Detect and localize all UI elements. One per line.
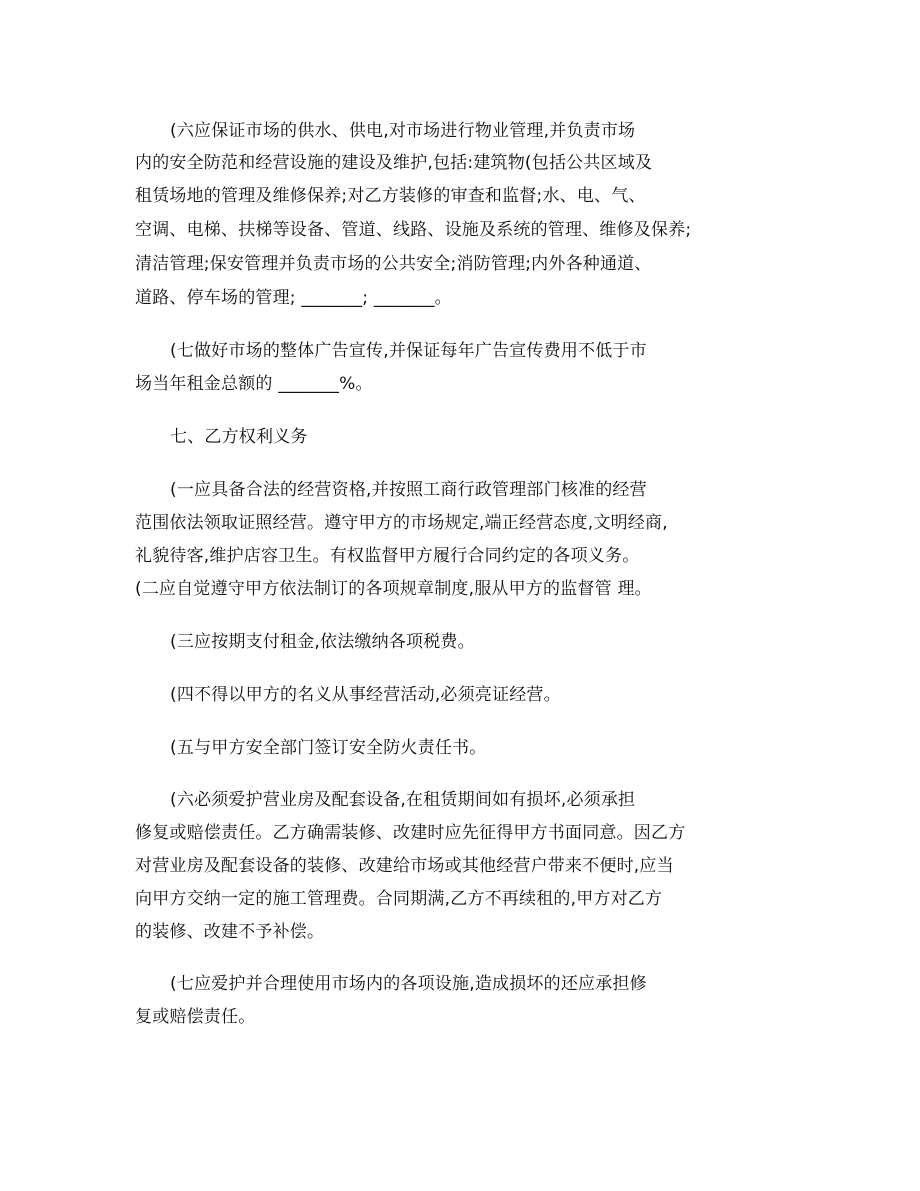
text-line: 向甲方交纳一定的施工管理费。合同期满,乙方不再续租的,甲方对乙方	[135, 889, 663, 909]
text-line: (二应自觉遵守甲方依法制订的各项规章制度,服从甲方的监督管 理。	[135, 579, 652, 599]
text-line: 复或赔偿责任。	[135, 1007, 256, 1027]
section-title: 七、乙方权利义务	[170, 427, 308, 447]
text-line: (三应按期支付租金,依法缴纳各项税费。	[170, 632, 475, 652]
text-line: (七应爱护并合理使用市场内的各项设施,造成损坏的还应承担修	[170, 974, 647, 994]
text-line: 内的安全防范和经营设施的建设及维护,包括:建筑物(包括公共区域及	[135, 153, 653, 173]
text-line: (六应保证市场的供水、供电,对市场进行物业管理,并负责市场	[170, 121, 636, 141]
text-line: 空调、电梯、扶梯等设备、管道、线路、设施及系统的管理、维修及保养;	[135, 220, 692, 240]
text-line: 租赁场地的管理及维修保养;对乙方装修的审查和监督;水、电、气、	[135, 186, 646, 206]
text-line: 清洁管理;保安管理并负责市场的公共安全;消防管理;内外各种通道、	[135, 254, 652, 274]
text-line: 对营业房及配套设备的装修、改建给市场或其他经营户带来不便时,应当	[135, 856, 674, 876]
text-line: 范围依法领取证照经营。遵守甲方的市场规定,端正经营态度,文明经商,	[135, 513, 668, 533]
text-line: 修复或赔偿责任。乙方确需装修、改建时应先征得甲方书面同意。因乙方	[135, 823, 686, 843]
text-line: (七做好市场的整体广告宣传,并保证每年广告宣传费用不低于市	[170, 341, 647, 361]
text-line: (六必须爱护营业房及配套设备,在租赁期间如有损坏,必须承担	[170, 790, 636, 810]
text-line: (五与甲方安全部门签订安全防火责任书。	[170, 738, 487, 758]
text-line: 道路、停车场的管理; _______; _______。	[135, 288, 452, 308]
text-line: 礼貌待客,维护店容卫生。有权监督甲方履行合同约定的各项义务。	[135, 546, 640, 566]
text-line: (四不得以甲方的名义从事经营活动,必须亮证经营。	[170, 685, 561, 705]
text-line: 的装修、改建不予补偿。	[135, 922, 325, 942]
text-line: (一应具备合法的经营资格,并按照工商行政管理部门核准的经营	[170, 480, 647, 500]
text-line: 场当年租金总额的 _______%。	[135, 374, 373, 394]
